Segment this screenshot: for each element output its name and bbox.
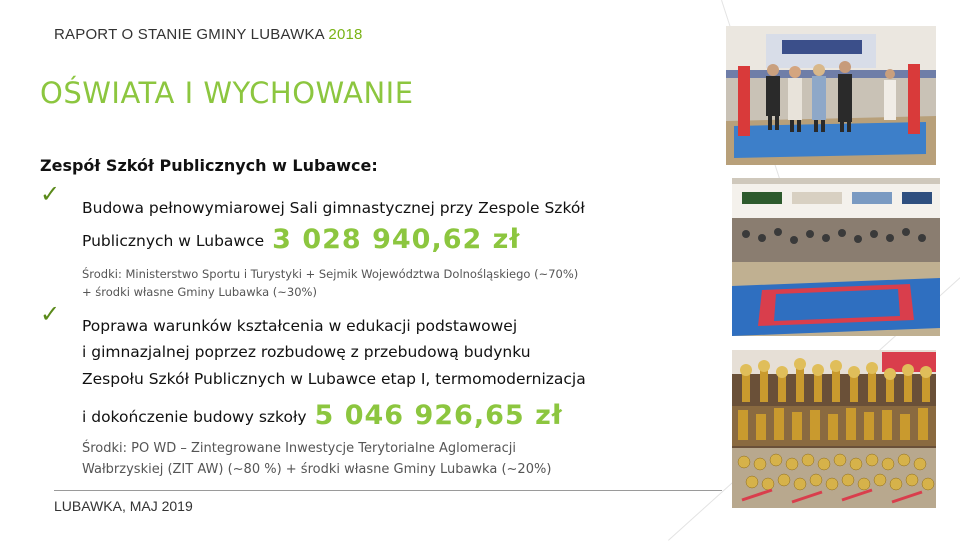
item-2-source-line-2: Wałbrzyskiej (ZIT AW) (~80 %) + środki własne Gminy Lubawka (~20%) bbox=[82, 462, 552, 477]
item-1-line-1: Budowa pełnowymiarowej Sali gimnastycznej przy Zespole Szkół bbox=[82, 199, 585, 217]
report-header-text: RAPORT O STANIE GMINY LUBAWKA bbox=[54, 26, 325, 43]
item-2-line-4: i dokończenie budowy szkoły bbox=[82, 408, 307, 426]
item-2-line-3: Zespołu Szkół Publicznych w Lubawce etap I, termomodernizacja bbox=[82, 370, 586, 388]
item-1-source-line-1: Środki: Ministerstwo Sportu i Turystyki + Sejmik Województwa Dolnośląskiego (~70%) bbox=[82, 267, 579, 281]
footer-text: LUBAWKA, MAJ 2019 bbox=[54, 498, 193, 514]
footer-divider bbox=[54, 490, 722, 491]
trophies-photo bbox=[732, 350, 936, 508]
item-2-source-line-1: Środki: PO WD – Zintegrowane Inwestycje Terytorialne Aglomeracji bbox=[82, 441, 517, 456]
section-subtitle: Zespół Szkół Publicznych w Lubawce: bbox=[40, 156, 378, 175]
item-1-line-2-wrap bbox=[82, 224, 521, 255]
item-2-line-2: i gimnazjalnej poprzez rozbudowę z przebudową budynku bbox=[82, 343, 531, 361]
item-2-line-4-wrap bbox=[82, 400, 563, 431]
item-2-amount: 5 046 926,65 zł bbox=[314, 400, 563, 431]
item-1-source-line-2: + środki własne Gminy Lubawka (~30%) bbox=[82, 285, 317, 299]
gym-hall-photo bbox=[732, 178, 940, 336]
item-1-amount: 3 028 940,62 zł bbox=[272, 224, 521, 255]
item-2-line-1: Poprawa warunków kształcenia w edukacji podstawowej bbox=[82, 317, 518, 335]
item-1-line-2: Publicznych w Lubawce bbox=[82, 232, 265, 250]
report-header-year: 2018 bbox=[328, 26, 363, 43]
page-title: OŚWIATA I WYCHOWANIE bbox=[40, 76, 414, 110]
checkmark-icon: ✓ bbox=[40, 180, 61, 208]
checkmark-icon: ✓ bbox=[40, 300, 61, 328]
ceremony-photo bbox=[726, 26, 936, 165]
report-header bbox=[54, 26, 363, 43]
